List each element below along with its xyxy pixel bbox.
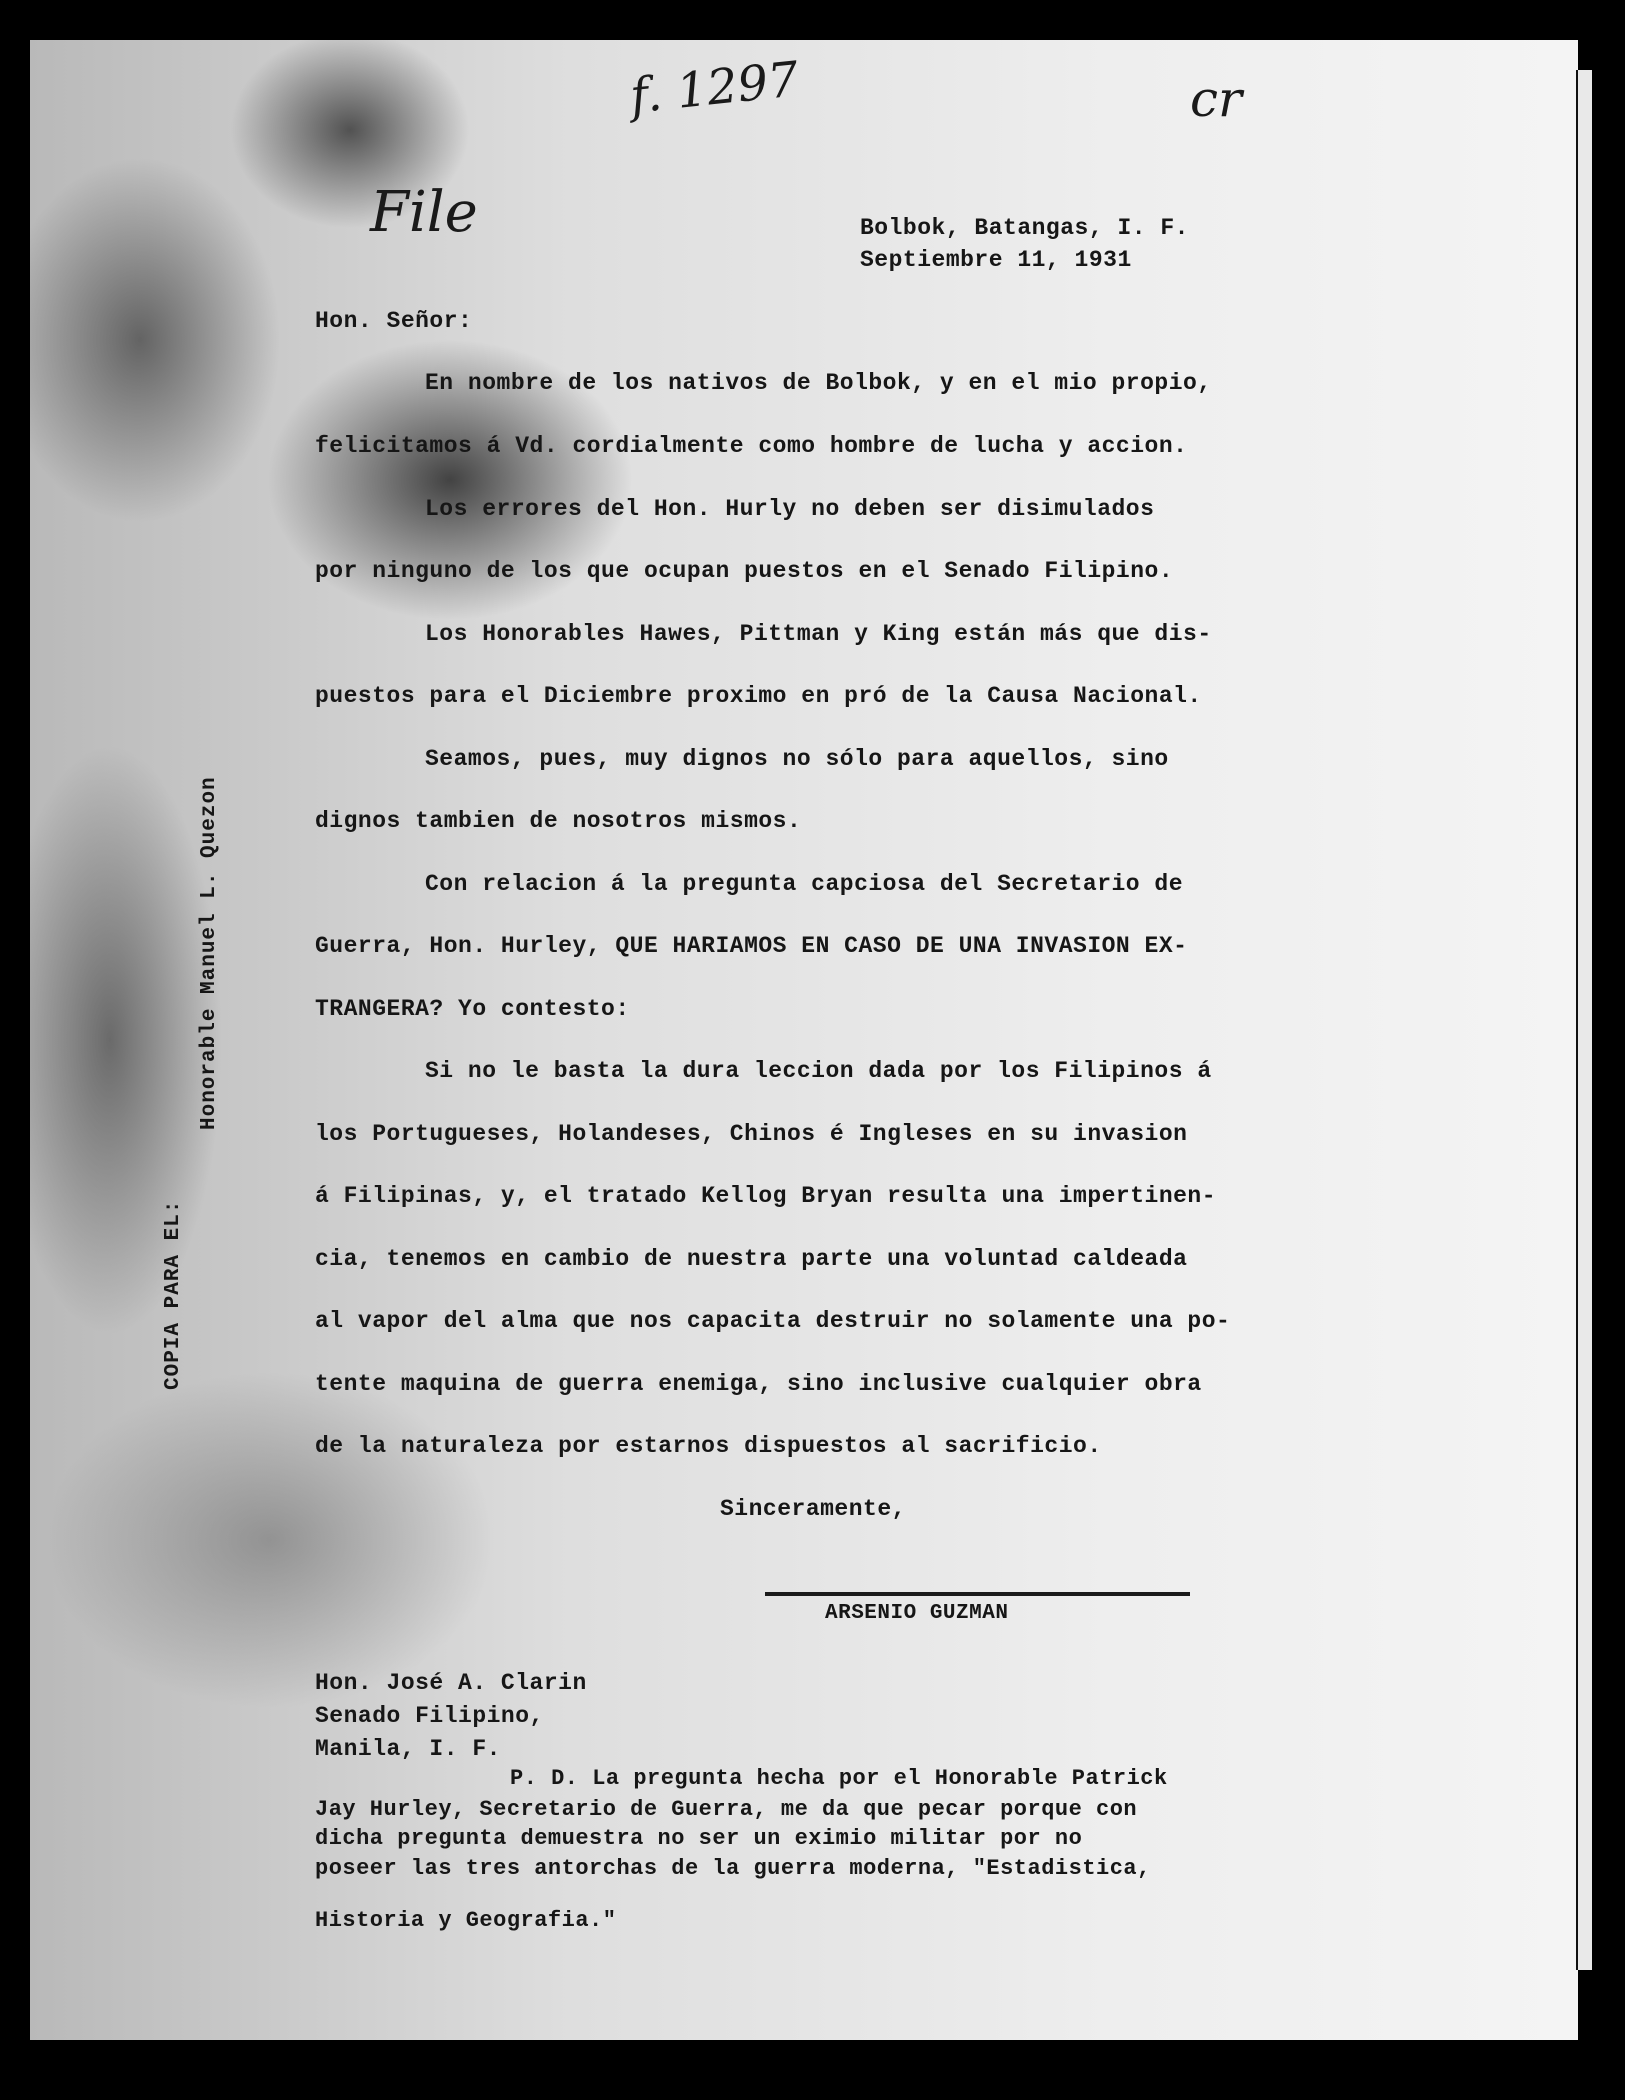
handwritten-initials: cr [1190, 70, 1242, 128]
recipient-line: Senado Filipino, [315, 1703, 544, 1729]
letter-date: Septiembre 11, 1931 [860, 247, 1132, 273]
recipient-line: Manila, I. F. [315, 1736, 501, 1762]
handwritten-file-label: File [370, 180, 478, 245]
body-line: puestos para el Diciembre proximo en pró de la Causa Nacional. [315, 683, 1202, 709]
body-line: Los errores del Hon. Hurly no deben ser disimulados [425, 496, 1155, 522]
body-line: tente maquina de guerra enemiga, sino inclusive cualquier obra [315, 1371, 1202, 1397]
body-line: cia, tenemos en cambio de nuestra parte una voluntad caldeada [315, 1246, 1188, 1272]
salutation: Hon. Señor: [315, 308, 473, 334]
body-line: á Filipinas, y, el tratado Kellog Bryan resulta una impertinen- [315, 1183, 1217, 1209]
body-line: dignos tambien de nosotros mismos. [315, 808, 802, 834]
copy-recipient: Honorable Manuel L. Quezon [198, 776, 221, 1130]
body-line: felicitamos á Vd. cordialmente como hombre de lucha y accion. [315, 433, 1188, 459]
body-line: Con relacion á la pregunta capciosa del Secretario de [425, 871, 1184, 897]
body-line: Seamos, pues, muy dignos no sólo para aquellos, sino [425, 746, 1169, 772]
body-line: de la naturaleza por estarnos dispuestos al sacrificio. [315, 1433, 1102, 1459]
body-line: Si no le basta la dura leccion dada por los Filipinos á [425, 1058, 1212, 1084]
letter-place: Bolbok, Batangas, I. F. [860, 215, 1189, 241]
body-line: por ninguno de los que ocupan puestos en el Senado Filipino. [315, 558, 1174, 584]
body-line: Los Honorables Hawes, Pittman y King están más que dis- [425, 621, 1212, 647]
body-line: En nombre de los nativos de Bolbok, y en el mio propio, [425, 370, 1212, 396]
page-edge [1576, 70, 1592, 1970]
signature-name: ARSENIO GUZMAN [825, 1602, 1009, 1625]
copy-label: COPIA PARA EL: [162, 1199, 185, 1390]
postscript-line: Jay Hurley, Secretario de Guerra, me da que pecar porque con [315, 1797, 1138, 1822]
handwritten-file-number: f. 1297 [627, 51, 802, 125]
postscript-line: P. D. La pregunta hecha por el Honorable Patrick [510, 1766, 1168, 1791]
closing: Sinceramente, [720, 1496, 906, 1522]
body-line: TRANGERA? Yo contesto: [315, 996, 630, 1022]
body-line: al vapor del alma que nos capacita destruir no solamente una po- [315, 1308, 1231, 1334]
body-line: los Portugueses, Holandeses, Chinos é Ingleses en su invasion [315, 1121, 1188, 1147]
signature-line [765, 1592, 1190, 1596]
recipient-line: Hon. José A. Clarin [315, 1670, 587, 1696]
postscript-line: poseer las tres antorchas de la guerra moderna, "Estadistica, [315, 1856, 1151, 1881]
body-line: Guerra, Hon. Hurley, QUE HARIAMOS EN CASO DE UNA INVASION EX- [315, 933, 1188, 959]
letter-page [30, 40, 1578, 2040]
postscript-line: Historia y Geografia." [315, 1908, 617, 1933]
postscript-line: dicha pregunta demuestra no ser un eximio militar por no [315, 1826, 1083, 1851]
